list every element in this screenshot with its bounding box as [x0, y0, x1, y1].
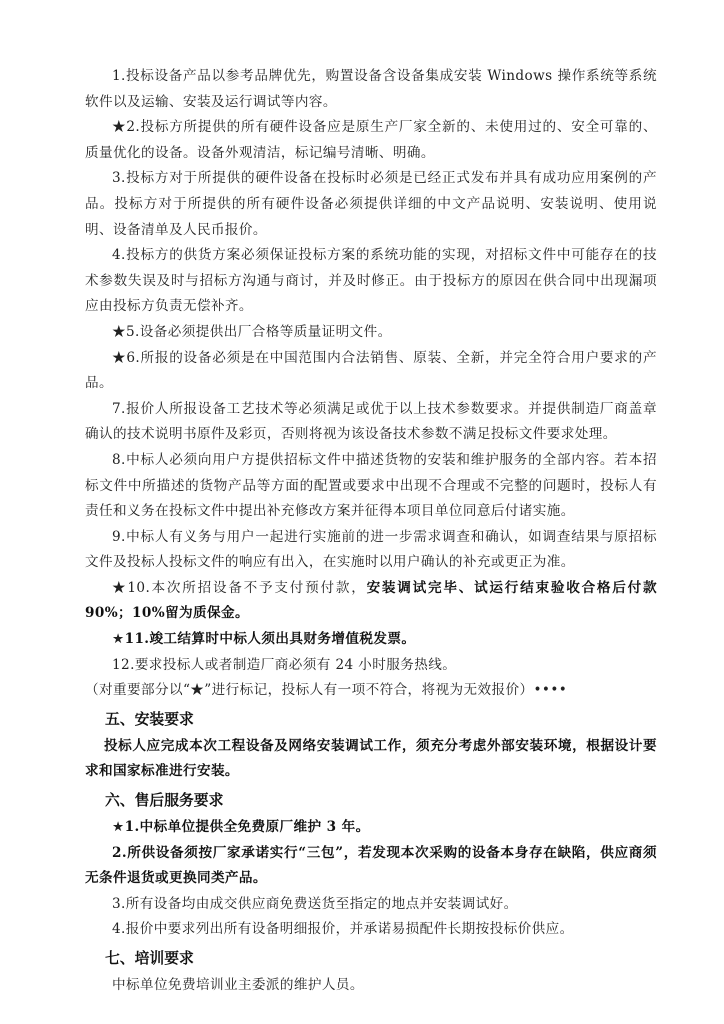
important-note: （对重要部分以“★”进行标记，投标人有一项不符合，将视为无效报价）••••: [85, 682, 568, 699]
after-sales-item-2: 2.所供设备须按厂家承诺实行“三包”，若发现本次采购的设备本身存在缺陷，供应商须无条件退货或更换同类产品。: [85, 844, 657, 887]
list-item-payment: [85, 576, 657, 627]
installation-body: 投标人应完成本次工程设备及网络安装调试工作，须充分考虑外部安装环境，根据设计要求和国家标准进行安装。: [85, 737, 657, 780]
list-item: 7.报价人所报设备工艺技术等必须满足或优于以上技术参数要求。并提供制造厂商盖章确认的技术说明书原件及彩页，否则将视为该设备技术参数不满足投标文件要求处理。: [85, 400, 657, 443]
section-heading-installation: 五、安装要求: [105, 710, 194, 728]
list-item: 4.投标方的供货方案必须保证投标方案的系统功能的实现，对招标文件中可能存在的技术参数失误及时与招标方沟通与商讨，并及时修正。由于投标方的原因在供合同中出现漏项应由投标方负责无偿补齐。: [85, 247, 657, 315]
after-sales-item-4: 4.报价中要求列出所有设备明细报价，并承诺易损配件长期按投标价供应。: [112, 921, 574, 938]
list-item: ★2.投标方所提供的所有硬件设备应是原生产厂家全新的、未使用过的、安全可靠的、质量优化的设备。设备外观清洁，标记编号清晰、明确。: [85, 119, 657, 161]
star-mark: ★: [112, 819, 125, 836]
warranty-text: 1.中标单位提供全免费原厂维护 3 年。: [124, 819, 370, 836]
payment-terms: 安装调试完毕、试运行结束验收合格后付款 90%；10%留为质保金。: [85, 579, 657, 622]
list-item: 9.中标人有义务与用户一起进行实施前的进一步需求调查和确认，如调查结果与原招标文件及投标人投标文件的响应有出入，在实施时以用户确认的补充或更正为准。: [85, 528, 657, 571]
list-item: ★6.所报的设备必须是在中国范围内合法销售、原装、全新，并完全符合用户要求的产品。: [85, 349, 657, 392]
list-item-hotline: 12.要求投标人或者制造厂商必须有 24 小时服务热线。: [112, 656, 457, 673]
star-mark: ★: [112, 631, 125, 648]
after-sales-item-3: 3.所有设备均由成交供应商免费送货至指定的地点并安装调试好。: [112, 895, 518, 912]
payment-prefix: ★10.本次所招设备不予支付预付款，: [112, 579, 367, 596]
invoice-text: 11.竣工结算时中标人须出具财务增值税发票。: [124, 631, 416, 648]
section-heading-after-sales: 六、售后服务要求: [105, 792, 224, 810]
list-item: 1.投标设备产品以参考品牌优先，购置设备含设备集成安装 Windows 操作系统等系统软件以及运输、安装及运行调试等内容。: [85, 68, 657, 110]
list-item: ★5.设备必须提供出厂合格等质量证明文件。: [112, 323, 392, 340]
list-item-invoice: [85, 627, 657, 653]
training-body: 中标单位免费培训业主委派的维护人员。: [112, 977, 364, 993]
document-page: [85, 64, 657, 999]
section-heading-training: 七、培训要求: [105, 950, 194, 967]
list-item: 3.投标方对于所提供的硬件设备在投标时必须是已经正式发布并具有成功应用案例的产品。投标方对于所提供的所有硬件设备必须提供详细的中文产品说明、安装说明、使用说明、设备清单及人民币报价。: [85, 170, 657, 238]
after-sales-item-1: [85, 815, 657, 841]
list-item: 8.中标人必须向用户方提供招标文件中描述货物的安装和维护服务的全部内容。若本招标文件中所描述的货物产品等方面的配置或要求中出现不合理或不完整的问题时，投标人有责任和义务在投标文件中提出补充修改方案并征得本项目单位同意后付诸实施。: [85, 451, 657, 520]
